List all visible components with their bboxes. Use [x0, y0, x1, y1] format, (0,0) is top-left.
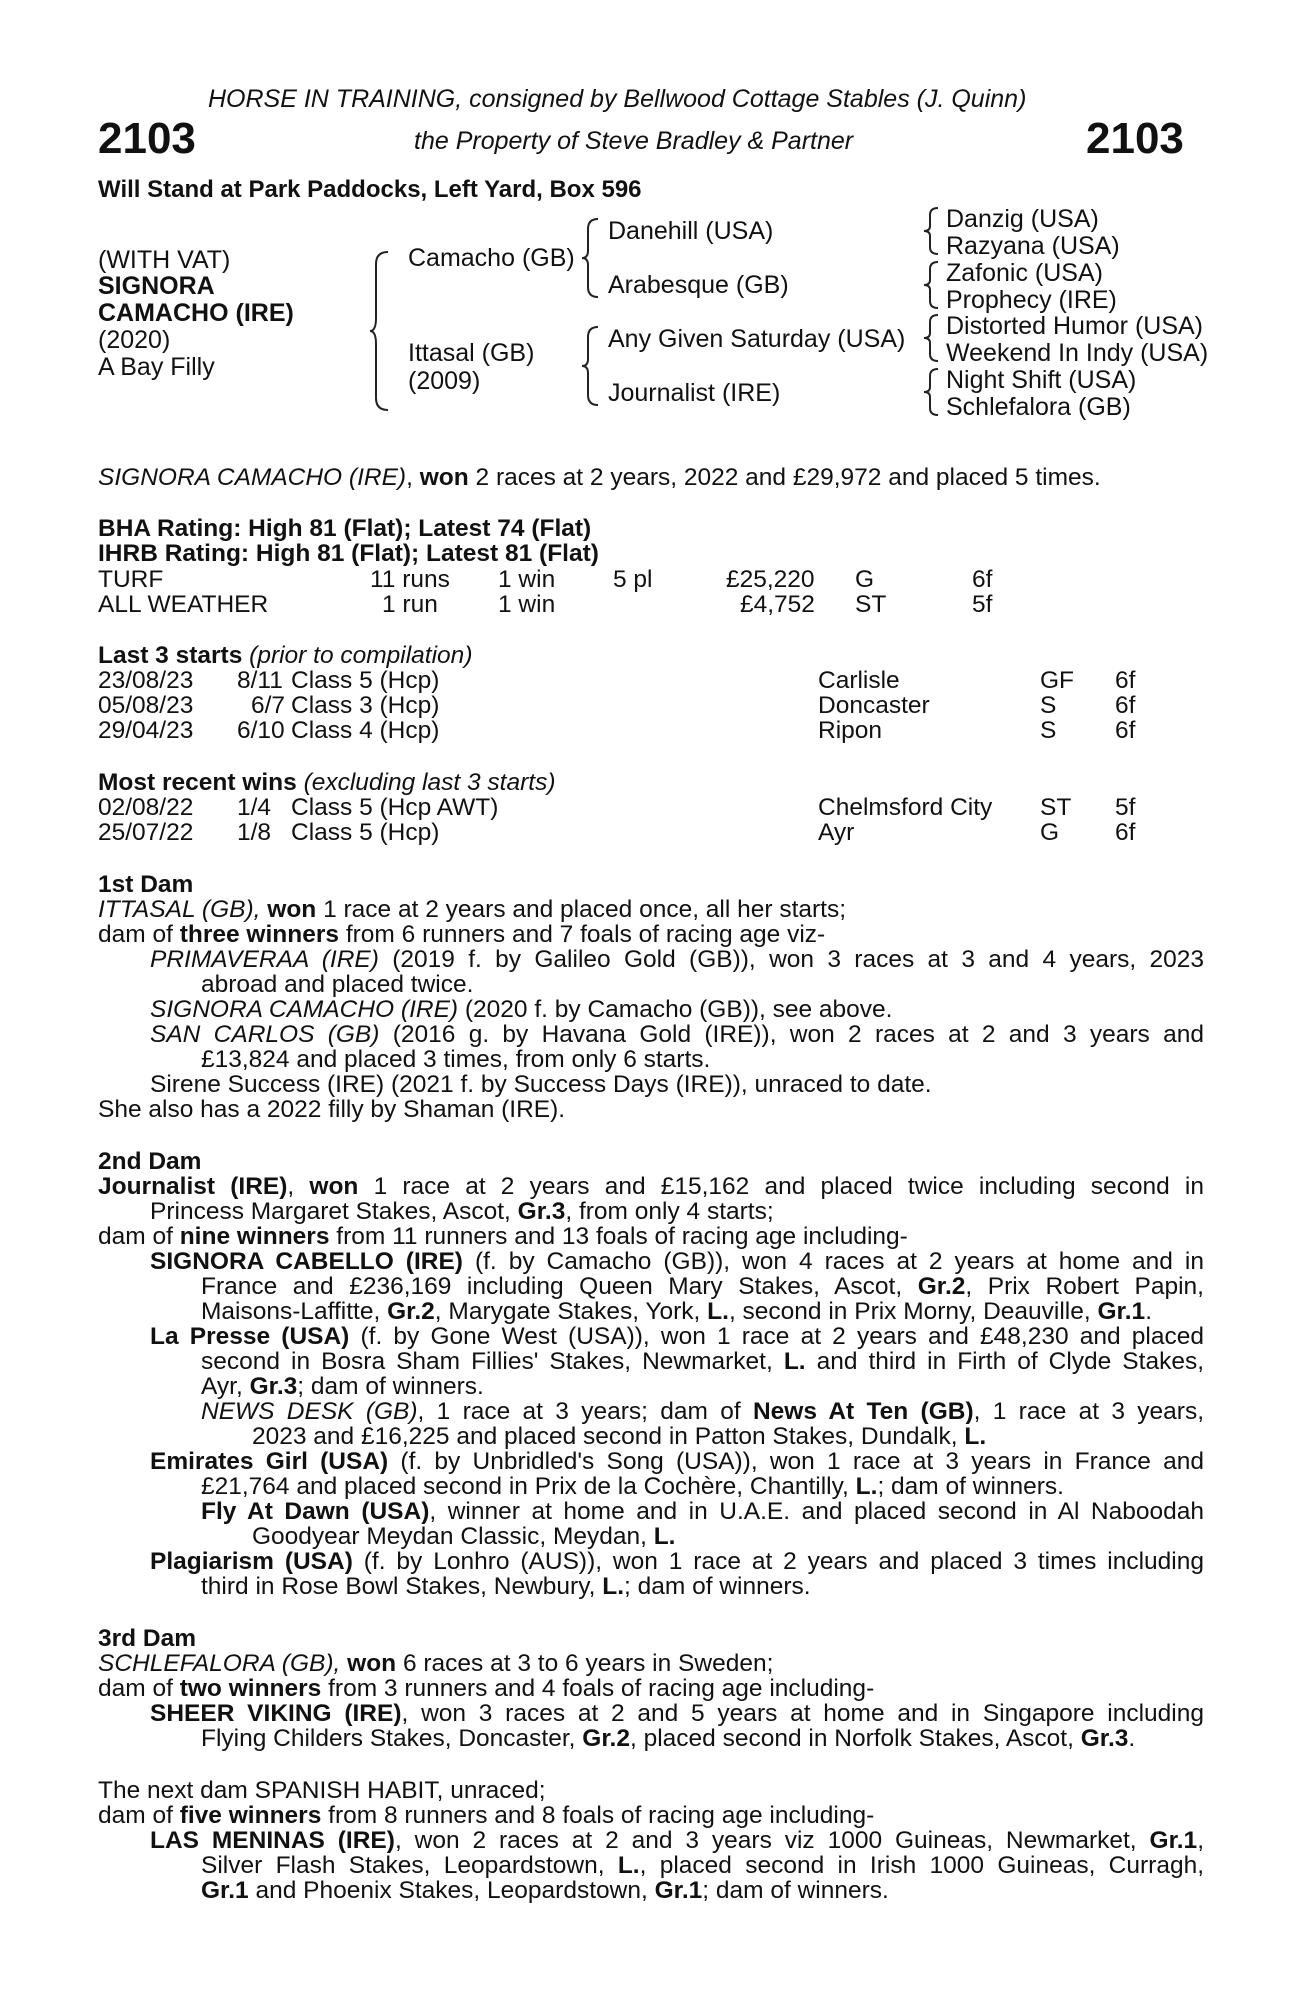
start-going: S: [1040, 717, 1057, 744]
start-class: Class 3 (Hcp): [291, 692, 440, 719]
pedigree-brace-main: [368, 250, 394, 412]
brace-ss: [922, 206, 942, 256]
surface-distance: 5f: [972, 591, 993, 618]
win-date: 02/08/22: [98, 794, 194, 821]
start-date: 05/08/23: [98, 692, 194, 719]
produce-news-desk: NEWS DESK (GB), 1 race at 3 years; dam of News At Ten (GB), 1 race at 3 years,: [201, 1398, 1205, 1425]
start-distance: 6f: [1115, 692, 1136, 719]
brace-dd: [922, 367, 942, 417]
produce-san-carlos-cont: £13,824 and placed 3 times, from only 6 starts.: [201, 1046, 711, 1073]
surface-distance: 6f: [972, 566, 993, 593]
recent-wins-heading: Most recent wins (excluding last 3 starts): [98, 769, 556, 796]
produce-news-desk-l2: 2023 and £16,225 and placed second in Patton Stakes, Dundalk, L.: [252, 1423, 987, 1450]
lot-number-right: 2103: [1086, 114, 1184, 163]
dam1-line: ITTASAL (GB), won 1 race at 2 years and placed once, all her starts;: [98, 896, 847, 923]
start-date: 23/08/23: [98, 667, 194, 694]
sire-sire-sire: Danzig (USA): [946, 205, 1099, 233]
pedigree-brace-dam: [580, 325, 602, 407]
dam-sire-sire: Distorted Humor (USA): [946, 312, 1203, 340]
produce-sheer-viking-l2: Flying Childers Stakes, Doncaster, Gr.2, placed second in Norfolk Stakes, Ascot, Gr.3.: [201, 1725, 1136, 1752]
bha-rating: BHA Rating: High 81 (Flat); Latest 74 (Flat): [98, 515, 592, 542]
start-class: Class 4 (Hcp): [291, 717, 440, 744]
produce-la-presse: La Presse (USA) (f. by Gone West (USA)), won 1 race at 2 years and £48,230 and placed: [150, 1323, 1204, 1350]
produce-plagiarism-l2: third in Rose Bowl Stakes, Newbury, L.; dam of winners.: [201, 1573, 811, 1600]
ihrb-rating: IHRB Rating: High 81 (Flat); Latest 81 (Flat): [98, 540, 599, 567]
surface-going: G: [855, 566, 875, 593]
produce-sirene-success: Sirene Success (IRE) (2021 f. by Success Days (IRE)), unraced to date.: [150, 1071, 932, 1098]
dam1-heading: 1st Dam: [98, 871, 194, 898]
next-dam-line: The next dam SPANISH HABIT, unraced;: [98, 1777, 546, 1804]
produce-las-meninas-l3: Gr.1 and Phoenix Stakes, Leopardstown, Gr.1; dam of winners.: [201, 1877, 889, 1904]
dam-dam: Journalist (IRE): [608, 379, 781, 407]
win-position: 1/8: [237, 819, 272, 846]
dam-year: (2009): [408, 367, 481, 395]
win-course: Chelmsford City: [818, 794, 993, 821]
dam2-journalist: Journalist (IRE), won 1 race at 2 years and £15,162 and placed twice including second in: [98, 1173, 1205, 1200]
produce-signora-camacho: SIGNORA CAMACHO (IRE) (2020 f. by Camacho (GB)), see above.: [150, 996, 893, 1023]
produce-sheer-viking: SHEER VIKING (IRE), won 3 races at 2 and 5 years at home and in Singapore including: [150, 1700, 1204, 1727]
produce-la-presse-l2: second in Bosra Sham Fillies' Stakes, Newmarket, L. and third in Firth of Clyde Stakes,: [201, 1348, 1205, 1375]
pedigree-brace-sire: [580, 217, 602, 299]
produce-plagiarism: Plagiarism (USA) (f. by Lonhro (AUS)), won 1 race at 2 years and placed 3 times including: [150, 1548, 1205, 1575]
surface-prize: £25,220: [726, 566, 815, 593]
start-class: Class 5 (Hcp): [291, 667, 440, 694]
start-distance: 6f: [1115, 717, 1136, 744]
produce-emirates-girl-l2: £21,764 and placed second in Prix de la Cochère, Chantilly, L.; dam of winners.: [201, 1473, 1064, 1500]
start-position: 8/11: [237, 667, 283, 694]
dam2-produce-summary: dam of nine winners from 11 runners and 13 foals of racing age including-: [98, 1223, 908, 1250]
dam-dam-dam: Schlefalora (GB): [946, 393, 1131, 421]
sire-dam-dam: Prophecy (IRE): [946, 286, 1117, 314]
win-class: Class 5 (Hcp): [291, 819, 440, 846]
produce-signora-cabello: SIGNORA CABELLO (IRE) (f. by Camacho (GB)), won 4 races at 2 years at home and in: [150, 1248, 1204, 1275]
surface-places: 5 pl: [613, 566, 653, 593]
produce-la-presse-l3: Ayr, Gr.3; dam of winners.: [201, 1373, 484, 1400]
horse-name-line2: CAMACHO (IRE): [98, 299, 294, 327]
win-distance: 6f: [1115, 819, 1136, 846]
start-going: S: [1040, 692, 1057, 719]
dam-sire-dam: Weekend In Indy (USA): [946, 339, 1209, 367]
produce-2022-filly: She also has a 2022 filly by Shaman (IRE).: [98, 1096, 566, 1123]
vat-note: (WITH VAT): [98, 246, 231, 274]
produce-signora-cabello-l2: France and £236,169 including Queen Mary Stakes, Ascot, Gr.2, Prix Robert Papin,: [201, 1273, 1204, 1300]
surface-prize: £4,752: [740, 591, 815, 618]
dam2-journalist-cont: Princess Margaret Stakes, Ascot, Gr.3, from only 4 starts;: [150, 1198, 774, 1225]
surface-label: ALL WEATHER: [98, 591, 269, 618]
start-position: 6/10: [237, 717, 285, 744]
win-distance: 5f: [1115, 794, 1136, 821]
produce-las-meninas-l2: Silver Flash Stakes, Leopardstown, L., placed second in Irish 1000 Guineas, Curragh,: [201, 1852, 1204, 1879]
dam-sire: Any Given Saturday (USA): [608, 325, 906, 353]
start-course: Carlisle: [818, 667, 900, 694]
start-course: Doncaster: [818, 692, 930, 719]
sire: Camacho (GB): [408, 244, 575, 272]
dam1-produce-summary: dam of three winners from 6 runners and 7 foals of racing age viz-: [98, 921, 826, 948]
dam3-schlefalora: SCHLEFALORA (GB), won 6 races at 3 to 6 years in Sweden;: [98, 1650, 774, 1677]
sire-sire-dam: Razyana (USA): [946, 232, 1120, 260]
horse-name-line1: SIGNORA: [98, 272, 215, 300]
produce-san-carlos: SAN CARLOS (GB) (2016 g. by Havana Gold (IRE)), won 2 races at 2 and 3 years and: [150, 1021, 1204, 1048]
start-distance: 6f: [1115, 667, 1136, 694]
dam3-heading: 3rd Dam: [98, 1625, 197, 1652]
brace-ds: [922, 313, 942, 363]
horse-description: A Bay Filly: [98, 353, 215, 381]
race-summary: SIGNORA CAMACHO (IRE), won 2 races at 2 years, 2022 and £29,972 and placed 5 times.: [98, 464, 1101, 491]
dam3-produce-summary: dam of two winners from 3 runners and 4 foals of racing age including-: [98, 1675, 875, 1702]
win-course: Ayr: [818, 819, 855, 846]
produce-fly-at-dawn: Fly At Dawn (USA), winner at home and in U.A.E. and placed second in Al Naboodah: [201, 1498, 1204, 1525]
produce-signora-cabello-l3: Maisons-Laffitte, Gr.2, Marygate Stakes, York, L., second in Prix Morny, Deauville, Gr.1.: [201, 1298, 1152, 1325]
sire-dam-sire: Zafonic (USA): [946, 259, 1103, 287]
win-date: 25/07/22: [98, 819, 194, 846]
surface-runs: 11 runs: [370, 566, 450, 593]
surface-runs: 1 run: [382, 591, 438, 618]
start-date: 29/04/23: [98, 717, 194, 744]
last3-heading: Last 3 starts (prior to compilation): [98, 642, 473, 669]
start-course: Ripon: [818, 717, 883, 744]
produce-emirates-girl: Emirates Girl (USA) (f. by Unbridled's Song (USA)), won 1 race at 3 years in France and: [150, 1448, 1204, 1475]
horse-year: (2020): [98, 326, 171, 354]
win-going: ST: [1040, 794, 1072, 821]
win-position: 1/4: [237, 794, 272, 821]
dam2-heading: 2nd Dam: [98, 1148, 202, 1175]
brace-sd: [922, 260, 942, 310]
surface-label: TURF: [98, 566, 164, 593]
property-line: the Property of Steve Bradley & Partner: [414, 127, 854, 155]
sire-dam: Arabesque (GB): [608, 271, 789, 299]
win-going: G: [1040, 819, 1060, 846]
start-position: 6/7: [251, 692, 286, 719]
surface-going: ST: [855, 591, 887, 618]
next-dam-produce-summary: dam of five winners from 8 runners and 8 foals of racing age including-: [98, 1802, 875, 1829]
consignor-line: HORSE IN TRAINING, consigned by Bellwood Cottage Stables (J. Quinn): [208, 85, 1027, 113]
dam-dam-sire: Night Shift (USA): [946, 366, 1137, 394]
produce-fly-at-dawn-l2: Goodyear Meydan Classic, Meydan, L.: [252, 1523, 676, 1550]
dam: Ittasal (GB): [408, 339, 535, 367]
stand-location: Will Stand at Park Paddocks, Left Yard, Box 596: [98, 176, 642, 203]
produce-las-meninas: LAS MENINAS (IRE), won 2 races at 2 and 3 years viz 1000 Guineas, Newmarket, Gr.1,: [150, 1827, 1205, 1854]
start-going: GF: [1040, 667, 1075, 694]
win-class: Class 5 (Hcp AWT): [291, 794, 499, 821]
produce-primaveraa-cont: abroad and placed twice.: [201, 971, 474, 998]
surface-wins: 1 win: [498, 591, 556, 618]
produce-primaveraa: PRIMAVERAA (IRE) (2019 f. by Galileo Gold (GB)), won 3 races at 3 and 4 years, 2023: [150, 946, 1204, 973]
surface-wins: 1 win: [498, 566, 556, 593]
sire-sire: Danehill (USA): [608, 217, 774, 245]
lot-number-left: 2103: [98, 114, 196, 163]
